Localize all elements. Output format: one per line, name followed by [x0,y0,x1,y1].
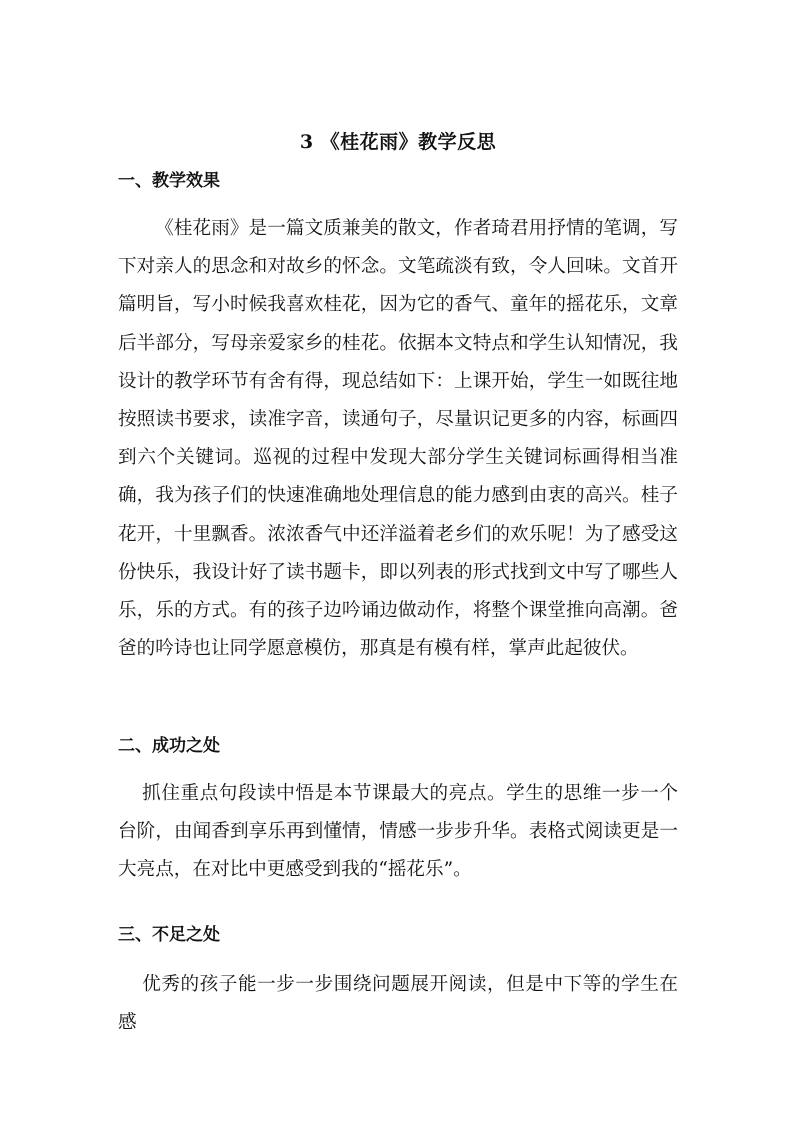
section-body-shortcomings: 优秀的孩子能一步一步围绕问题展开阅读，但是中下等的学生在感 [118,974,678,1034]
section-heading-teaching-effect: 一、教学效果 [118,171,220,191]
document-title: 3 《桂花雨》教学反思 [299,130,497,153]
section-body-teaching-effect: 《桂花雨》是一篇文质兼美的散文，作者琦君用抒情的笔调，写下对亲人的思念和对故乡的怀念。文笔疏淡有致，令人回味。文首开篇明旨，写小时候我喜欢桂花，因为它的香气、童年的摇花乐，文章后半部分，写母亲爱家乡的桂花。依据本文特点和学生认知情况，我设计的教学环节有舍有得，现总结如下：上课开始，学生一如既往地按照读书要求，读准字音，读通句子，尽量识记更多的内容，标画四到六个关键词。巡视的过程中发现大部分学生关键词标画得相当准确，我为孩子们的快速准确地处理信息的能力感到由衷的高兴。桂子花开，十里飘香。浓浓香气中还洋溢着老乡们的欢乐呢！为了感受这份快乐，我设计好了读书题卡，即以列表的形式找到文中写了哪些人乐，乐的方式。有的孩子边吟诵边做动作，将整个课堂推向高潮。爸爸的吟诗也让同学愿意模仿，那真是有模有样，掌声此起彼伏。 [118,218,678,660]
section-heading-shortcomings: 三、不足之处 [118,925,220,945]
section-heading-successes: 二、成功之处 [118,736,220,756]
section-body-successes: 抓住重点句段读中悟是本节课最大的亮点。学生的思维一步一个台阶，由闻香到享乐再到懂情，情感一步步升华。表格式阅读更是一大亮点，在对比中更感受到我的“摇花乐”。 [118,783,678,881]
